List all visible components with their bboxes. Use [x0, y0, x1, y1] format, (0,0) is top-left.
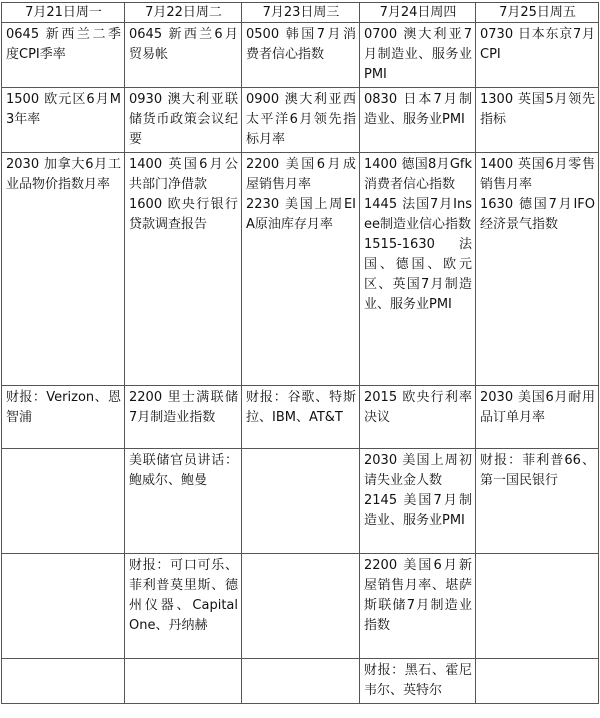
event-text: 1400 英国6月零售销售月率 [480, 157, 595, 192]
event-text: 2200 美国6月新屋销售月率、堪萨斯联储7月制造业指数 [364, 558, 472, 633]
event-text: 财报：谷歌、特斯拉、IBM、AT&T [246, 390, 356, 425]
event-text: 财报：Verizon、恩智浦 [6, 390, 121, 425]
event-text: 美联储官员讲话：鲍威尔、鲍曼 [129, 453, 238, 488]
cell-thursday [360, 659, 476, 704]
event-text: 0930 澳大利亚联储货币政策会议纪要 [129, 92, 238, 147]
cell-friday [476, 659, 599, 704]
cell-wednesday [242, 23, 360, 88]
event-text: 0700 澳大利亚7月制造业、服务业PMI [364, 27, 472, 82]
header-wednesday: 7月23日周三 [242, 3, 360, 23]
cell-wednesday [242, 88, 360, 153]
cell-friday [476, 386, 599, 449]
cell-monday [2, 386, 125, 449]
event-text: 0645 新西兰二季度CPI季率 [6, 27, 121, 62]
event-text: 1500 欧元区6月M3年率 [6, 92, 121, 127]
table-row [2, 386, 599, 449]
event-text: 2030 美国6月耐用品订单月率 [480, 390, 595, 425]
cell-thursday [360, 386, 476, 449]
event-text: 0730 日本东京7月CPI [480, 27, 595, 62]
table-row [2, 554, 599, 659]
event-text: 财报：黑石、霍尼韦尔、英特尔 [364, 663, 472, 698]
cell-wednesday [242, 153, 360, 386]
event-text: 2230 美国上周EIA原油库存月率 [246, 197, 356, 232]
cell-tuesday [125, 23, 242, 88]
event-text: 1445 法国7月Insee制造业信心指数 [364, 197, 472, 232]
table-row [2, 659, 599, 704]
header-tuesday: 7月22日周二 [125, 3, 242, 23]
cell-monday [2, 23, 125, 88]
event-text: 1300 英国5月领先指标 [480, 92, 595, 127]
cell-tuesday [125, 659, 242, 704]
event-text: 1600 欧央行银行贷款调查报告 [129, 197, 238, 232]
cell-friday [476, 153, 599, 386]
table-row [2, 23, 599, 88]
economic-calendar-table [1, 2, 599, 704]
event-text: 2200 美国6月成屋销售月率 [246, 157, 356, 192]
event-text: 0645 新西兰6月贸易帐 [129, 27, 238, 62]
event-text: 1515-1630 法国、德国、欧元区、英国7月制造业、服务业PMI [364, 237, 472, 312]
cell-tuesday [125, 449, 242, 554]
event-text: 0900 澳大利亚西太平洋6月领先指标月率 [246, 92, 356, 147]
table-row [2, 153, 599, 386]
header-monday: 7月21日周一 [2, 3, 125, 23]
header-thursday: 7月24日周四 [360, 3, 476, 23]
cell-wednesday [242, 386, 360, 449]
cell-friday [476, 449, 599, 554]
table-row [2, 449, 599, 554]
cell-thursday [360, 153, 476, 386]
cell-wednesday [242, 659, 360, 704]
event-text: 0500 韩国7月消费者信心指数 [246, 27, 356, 62]
cell-tuesday [125, 153, 242, 386]
cell-friday [476, 23, 599, 88]
cell-thursday [360, 554, 476, 659]
cell-monday [2, 153, 125, 386]
event-text: 财报：菲利普66、第一国民银行 [480, 453, 595, 488]
event-text: 2145 美国7月制造业、服务业PMI [364, 493, 472, 528]
cell-thursday [360, 23, 476, 88]
cell-monday [2, 449, 125, 554]
cell-tuesday [125, 386, 242, 449]
cell-tuesday [125, 88, 242, 153]
event-text: 1400 德国8月Gfk消费者信心指数 [364, 157, 472, 192]
cell-monday [2, 88, 125, 153]
cell-friday [476, 554, 599, 659]
cell-wednesday [242, 449, 360, 554]
header-row [2, 3, 599, 23]
event-text: 1630 德国7月IFO经济景气指数 [480, 197, 595, 232]
table-row [2, 88, 599, 153]
event-text: 2200 里士满联储7月制造业指数 [129, 390, 238, 425]
event-text: 1400 英国6月公共部门净借款 [129, 157, 238, 192]
cell-thursday [360, 88, 476, 153]
cell-monday [2, 659, 125, 704]
header-friday: 7月25日周五 [476, 3, 599, 23]
cell-thursday [360, 449, 476, 554]
event-text: 2015 欧央行利率决议 [364, 390, 472, 425]
cell-tuesday [125, 554, 242, 659]
event-text: 财报：可口可乐、菲利普莫里斯、德州仪器、Capital One、丹纳赫 [129, 558, 238, 633]
event-text: 2030 美国上周初请失业金人数 [364, 453, 472, 488]
event-text: 0830 日本7月制造业、服务业PMI [364, 92, 472, 127]
cell-monday [2, 554, 125, 659]
event-text: 2030 加拿大6月工业品物价指数月率 [6, 157, 121, 192]
cell-wednesday [242, 554, 360, 659]
cell-friday [476, 88, 599, 153]
